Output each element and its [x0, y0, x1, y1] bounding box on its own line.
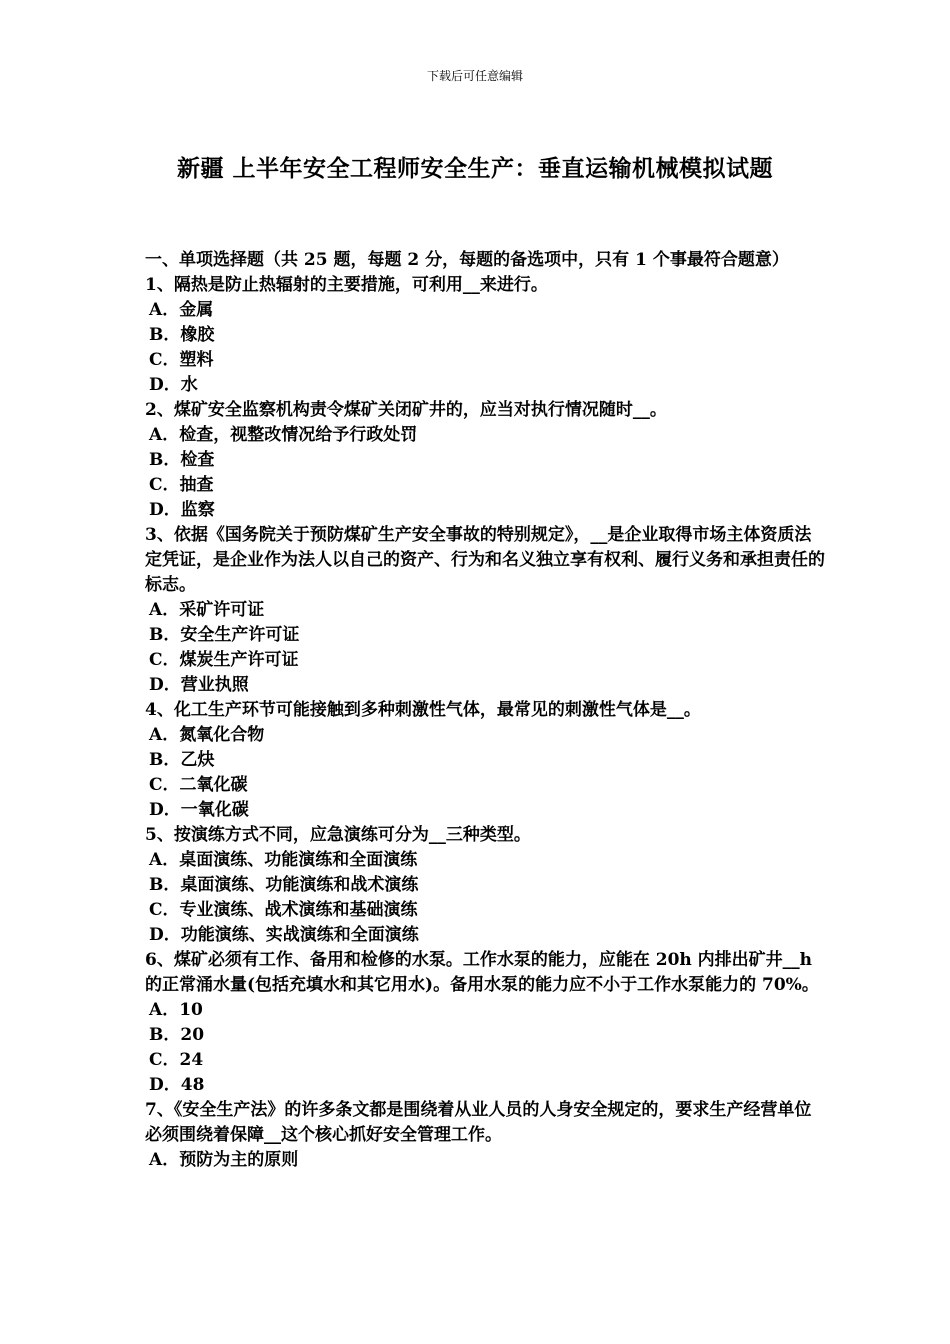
option-list	[145, 598, 825, 698]
question-3	[145, 523, 825, 698]
document-title: 新疆 上半年安全工程师安全生产：垂直运输机械模拟试题	[176, 155, 773, 182]
option-item: A．检查，视整改情况给予行政处罚	[149, 425, 418, 445]
question-stem: 2、煤矿安全监察机构责令煤矿关闭矿井的，应当对执行情况随时__。	[145, 400, 667, 420]
option-list	[145, 423, 825, 523]
question-stem: 6、煤矿必须有工作、备用和检修的水泵。工作水泵的能力，应能在 20h 内排出矿井__h 的正常涌水量(包括充填水和其它用水)。备用水泵的能力应不小于工作水泵能力的 70%。	[145, 950, 819, 995]
question-4	[145, 698, 825, 823]
option-list	[145, 1148, 825, 1173]
option-item: B．桌面演练、功能演练和战术演练	[149, 875, 419, 895]
option-item: D．功能演练、实战演练和全面演练	[149, 925, 419, 945]
option-item: C．24	[149, 1050, 204, 1070]
option-item: D．水	[149, 375, 198, 395]
question-1	[145, 273, 825, 398]
document-body	[145, 248, 825, 1173]
option-list	[145, 723, 825, 823]
question-stem: 7、《安全生产法》的许多条文都是围绕着从业人员的人身安全规定的，要求生产经营单位必须围绕着保障__这个核心抓好安全管理工作。	[145, 1100, 812, 1145]
question-stem: 3、依据《国务院关于预防煤矿生产安全事故的特别规定》，__是企业取得市场主体资质法定凭证，是企业作为法人以自己的资产、行为和名义独立享有权利、履行义务和承担责任的标志。	[145, 525, 825, 595]
option-item: A．金属	[149, 300, 214, 320]
option-item: D．监察	[149, 500, 215, 520]
option-list	[145, 998, 825, 1098]
option-item: A．采矿许可证	[149, 600, 265, 620]
question-stem: 5、按演练方式不同，应急演练可分为__三种类型。	[145, 825, 531, 845]
option-item: C．专业演练、战术演练和基础演练	[149, 900, 418, 920]
option-item: D．48	[149, 1075, 205, 1095]
question-stem: 4、化工生产环节可能接触到多种刺激性气体，最常见的刺激性气体是__。	[145, 700, 701, 720]
option-item: C．二氧化碳	[149, 775, 248, 795]
question-stem: 1、隔热是防止热辐射的主要措施，可利用__来进行。	[145, 275, 548, 295]
option-item: C．煤炭生产许可证	[149, 650, 299, 670]
option-list	[145, 298, 825, 398]
question-7	[145, 1098, 825, 1173]
question-6	[145, 948, 825, 1098]
section-heading: 一、单项选择题（共 25 题，每题 2 分，每题的备选项中，只有 1 个事最符合题意）	[145, 250, 789, 270]
option-item: B．20	[149, 1025, 205, 1045]
question-5	[145, 823, 825, 948]
option-item: A．10	[149, 1000, 203, 1020]
option-list	[145, 848, 825, 948]
option-item: D．一氧化碳	[149, 800, 249, 820]
option-item: D．营业执照	[149, 675, 249, 695]
option-item: C．抽查	[149, 475, 214, 495]
question-list	[145, 273, 825, 1173]
question-2	[145, 398, 825, 523]
option-item: B．橡胶	[149, 325, 215, 345]
option-item: C．塑料	[149, 350, 214, 370]
option-item: A．氮氧化合物	[149, 725, 265, 745]
option-item: B．乙炔	[149, 750, 215, 770]
option-item: B．安全生产许可证	[149, 625, 300, 645]
download-note: 下载后可任意编辑	[426, 69, 523, 83]
option-item: A．桌面演练、功能演练和全面演练	[149, 850, 418, 870]
option-item: B．检查	[149, 450, 215, 470]
option-item: A．预防为主的原则	[149, 1150, 299, 1170]
